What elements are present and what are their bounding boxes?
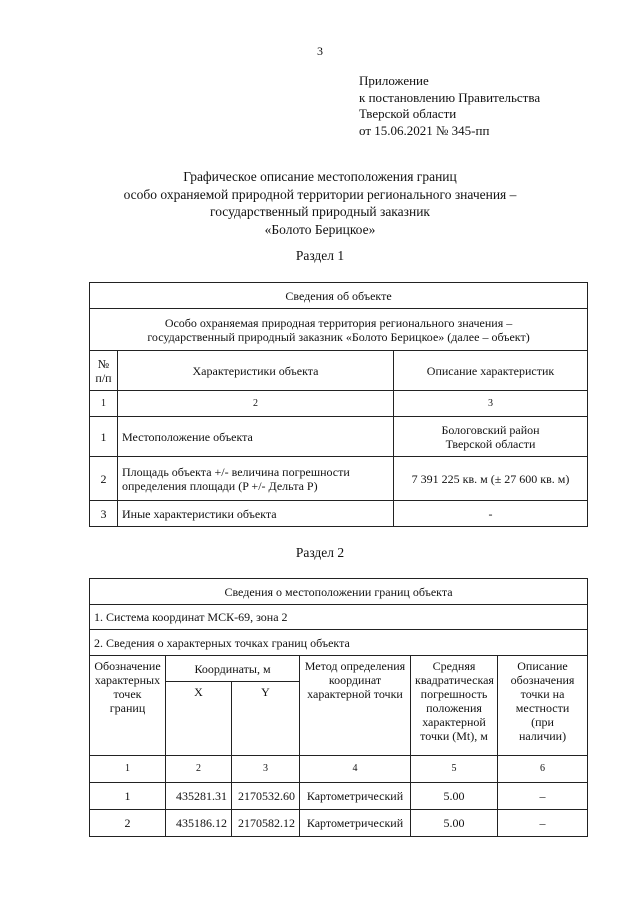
appendix-line: от 15.06.2021 № 345-пп	[359, 122, 490, 138]
error: 5.00	[411, 810, 498, 837]
header-method	[300, 656, 411, 756]
table-row	[90, 501, 588, 527]
header-line: (при	[531, 715, 554, 729]
method: Картометрический	[300, 810, 411, 837]
object-name-line: Особо охраняемая природная территория регионального значения –	[164, 315, 513, 330]
table-row	[90, 810, 588, 837]
row-characteristic: Местоположение объекта	[118, 417, 394, 457]
header-line: точек	[113, 687, 142, 701]
col-number: 5	[411, 756, 498, 783]
row-description	[394, 417, 588, 457]
coord-y: 2170532.60	[232, 783, 300, 810]
title-line: «Болото Берицкое»	[264, 221, 376, 237]
col-number: 2	[166, 756, 232, 783]
col-number: 2	[118, 391, 394, 417]
header-line: Описание	[517, 659, 568, 673]
col-number: 1	[90, 756, 166, 783]
marking: –	[498, 810, 588, 837]
characteristic-line: Площадь объекта +/- величина погрешности	[122, 464, 350, 479]
table-row	[90, 457, 588, 501]
appendix-block	[359, 73, 540, 139]
section-1-heading: Раздел 1	[295, 248, 345, 263]
characteristic-line: определения площади (P +/- Дельта P)	[122, 478, 318, 493]
header-line: точки (Mt), м	[420, 729, 488, 743]
page-number: 3	[317, 44, 323, 58]
header-x: X	[166, 682, 232, 756]
col-number: 3	[394, 391, 588, 417]
row-num: 3	[90, 501, 118, 527]
coord-x: 435281.31	[166, 783, 232, 810]
header-coordinates: Координаты, м	[166, 656, 300, 682]
marking: –	[498, 783, 588, 810]
object-name-cell	[90, 309, 588, 351]
row-num: 2	[90, 457, 118, 501]
header-y: Y	[232, 682, 300, 756]
header-line: погрешность	[420, 687, 488, 701]
header-num: № п/п	[90, 351, 118, 391]
header-line: обозначения	[510, 673, 575, 687]
header-marking	[498, 656, 588, 756]
row-characteristic: Иные характеристики объекта	[118, 501, 394, 527]
appendix-line: Приложение	[359, 73, 429, 88]
header-line: границ	[109, 701, 146, 715]
coordinate-system: 1. Система координат МСК-69, зона 2	[90, 605, 588, 630]
boundary-points-table	[89, 578, 588, 837]
header-designation	[90, 656, 166, 756]
coord-x: 435186.12	[166, 810, 232, 837]
header-line: местности	[515, 701, 570, 715]
header-line: квадратическая	[415, 673, 494, 687]
error: 5.00	[411, 783, 498, 810]
point-number: 2	[90, 810, 166, 837]
col-number: 3	[232, 756, 300, 783]
point-number: 1	[90, 783, 166, 810]
header-description: Описание характеристик	[394, 351, 588, 391]
header-line: характерной точки	[307, 687, 403, 701]
col-number: 4	[300, 756, 411, 783]
appendix-line: к постановлению Правительства	[359, 89, 541, 105]
table-row	[90, 417, 588, 457]
appendix-line: Тверской области	[359, 106, 457, 121]
object-name-line: государственный природный заказник «Болото Берицкое» (далее – объект)	[147, 329, 530, 344]
header-line: характерных	[94, 673, 161, 687]
header-characteristic: Характеристики объекта	[118, 351, 394, 391]
object-info-table	[89, 282, 588, 527]
header-line: положения	[426, 701, 482, 715]
document-title	[0, 168, 640, 238]
points-title: 2. Сведения о характерных точках границ объекта	[90, 630, 588, 656]
header-error	[411, 656, 498, 756]
row-characteristic	[118, 457, 394, 501]
header-line: Метод определения	[304, 659, 406, 673]
table-title: Сведения об объекте	[90, 283, 588, 309]
col-number: 6	[498, 756, 588, 783]
row-num: 1	[90, 417, 118, 457]
description-line: Бологовский район	[441, 422, 540, 437]
header-line: Обозначение	[94, 659, 161, 673]
section-2-heading: Раздел 2	[295, 545, 345, 560]
table-row	[90, 783, 588, 810]
col-number: 1	[90, 391, 118, 417]
header-line: координат	[328, 673, 382, 687]
description-line: Тверской области	[445, 436, 536, 451]
header-line: характерной	[422, 715, 486, 729]
row-description: 7 391 225 кв. м (± 27 600 кв. м)	[394, 457, 588, 501]
header-line: Средняя	[432, 659, 476, 673]
table-title: Сведения о местоположении границ объекта	[90, 579, 588, 605]
header-line: точки на	[520, 687, 565, 701]
title-line: особо охраняемой природной территории регионального значения –	[123, 186, 517, 202]
title-line: государственный природный заказник	[210, 204, 430, 219]
method: Картометрический	[300, 783, 411, 810]
title-line: Графическое описание местоположения границ	[183, 169, 457, 184]
header-line: наличии)	[518, 729, 567, 743]
row-description: -	[394, 501, 588, 527]
coord-y: 2170582.12	[232, 810, 300, 837]
